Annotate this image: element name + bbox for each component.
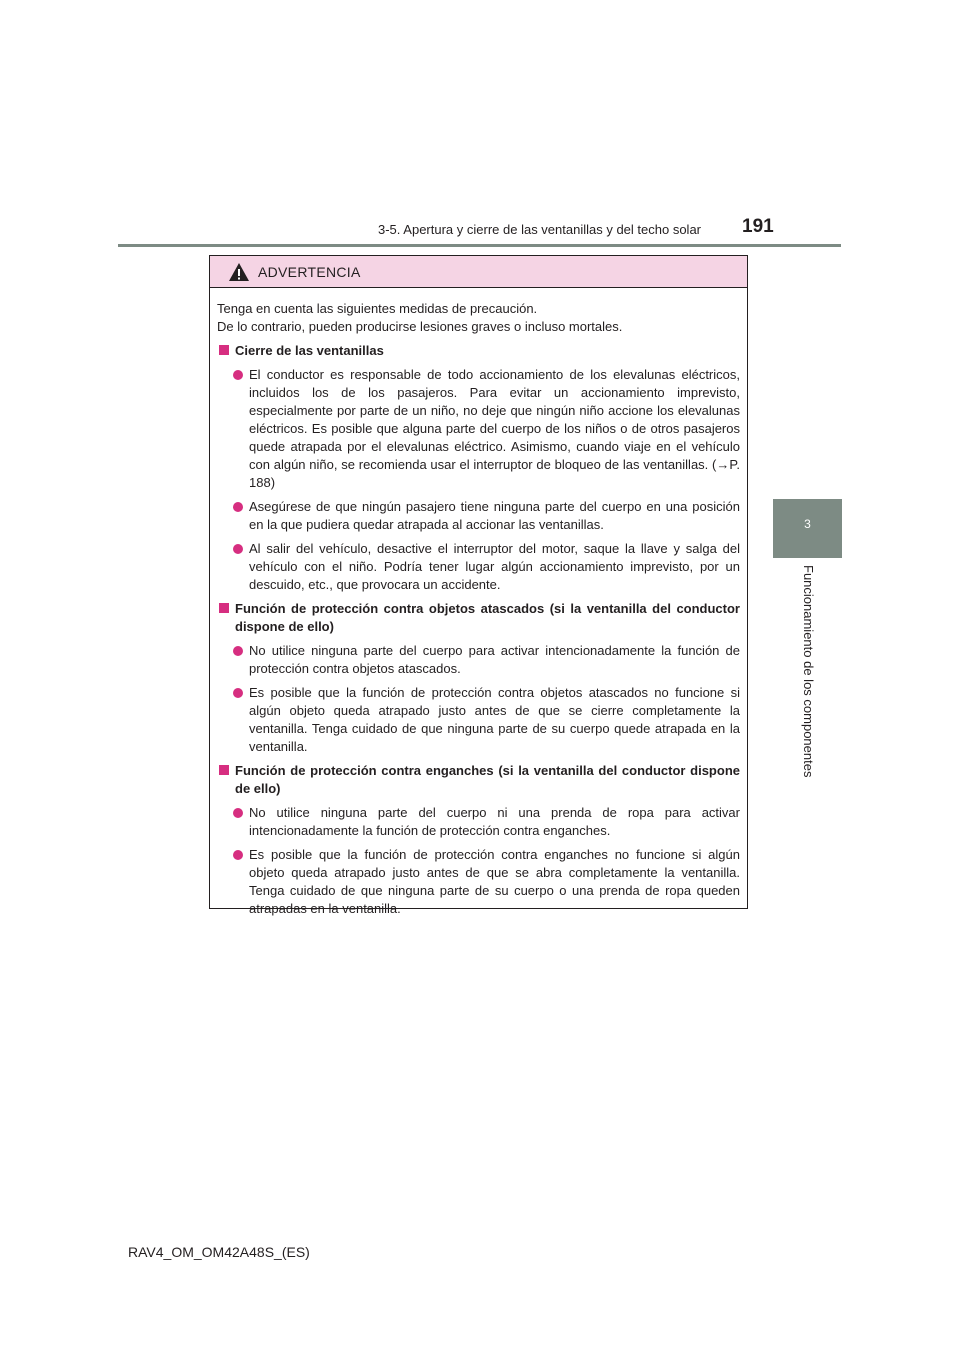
square-bullet-icon	[219, 603, 229, 613]
warning-intro-line: Tenga en cuenta las siguientes medidas de precaución.	[217, 301, 538, 316]
section-heading: Función de protección contra objetos atascados (si la ventanilla del conductor dispone de ello)	[217, 600, 740, 636]
running-header-section-title: 3-5. Apertura y cierre de las ventanillas y del techo solar	[378, 222, 702, 237]
warning-header	[210, 256, 747, 288]
square-bullet-icon	[219, 345, 229, 355]
section-heading: Cierre de las ventanillas	[217, 342, 740, 360]
bullet-item: Asegúrese de que ningún pasajero tiene ninguna parte del cuerpo en una posición en la que pudiera quedar atrapada al accionar las ventanillas.	[217, 498, 740, 534]
round-bullet-icon	[233, 808, 243, 818]
bullet-item: No utilice ninguna parte del cuerpo para activar intencionadamente la función de protección contra objetos atascados.	[217, 642, 740, 678]
page-number: 191	[742, 216, 774, 237]
warning-triangle-icon	[228, 262, 250, 282]
bullet-item: El conductor es responsable de todo accionamiento de los elevalunas eléctricos, incluidos los de los pasajeros. Para evitar un accionamiento imprevisto, especialmente por parte de un niño, no deje que ningún niño accione los elevalunas eléctricos. Es posible que alguna parte del cuerpo de los niños o de otros pasajeros quede atrapada por el elevalunas eléctrico. Asimismo, cuando viaje en el vehículo con algún niño, se recomienda usar el interruptor de bloqueo de las ventanillas. (→P. 188)	[217, 366, 740, 492]
bullet-item: Es posible que la función de protección contra objetos atascados no funcione si algún objeto queda atrapado justo antes de que se cierre completamente la ventanilla. Tenga cuidado de que ninguna parte de su cuerpo quede atrapada en la ventanilla.	[217, 684, 740, 756]
warning-body	[210, 288, 747, 918]
bullet-item: Es posible que la función de protección contra enganches no funcione si algún objeto queda atrapado justo antes de que se abra completamente la ventanilla. Tenga cuidado de que ninguna parte de su cuerpo o una prenda de ropa queden atrapadas en la ventanilla.	[217, 846, 740, 918]
round-bullet-icon	[233, 370, 243, 380]
warning-box	[209, 255, 748, 916]
warning-title: ADVERTENCIA	[258, 263, 361, 280]
chapter-side-label: Funcionamiento de los componentes	[801, 565, 816, 778]
round-bullet-icon	[233, 688, 243, 698]
bullet-item: Al salir del vehículo, desactive el interruptor del motor, saque la llave y salga del vehículo con el niño. Podría tener lugar algún accionamiento imprevisto, por un descuido, etc., que provocara un accidente.	[217, 540, 740, 594]
warning-intro-line: De lo contrario, pueden producirse lesiones graves o incluso mortales.	[217, 319, 623, 334]
round-bullet-icon	[233, 646, 243, 656]
round-bullet-icon	[233, 544, 243, 554]
bullet-item: No utilice ninguna parte del cuerpo ni una prenda de ropa para activar intencionadamente la función de protección contra enganches.	[217, 804, 740, 840]
document-code-footer: RAV4_OM_OM42A48S_(ES)	[128, 1244, 310, 1260]
section-heading: Función de protección contra enganches (si la ventanilla del conductor dispone de ello)	[217, 762, 740, 798]
chapter-tab	[773, 499, 842, 558]
square-bullet-icon	[219, 765, 229, 775]
round-bullet-icon	[233, 850, 243, 860]
header-rule	[118, 244, 841, 247]
round-bullet-icon	[233, 502, 243, 512]
chapter-number: 3	[804, 517, 811, 531]
